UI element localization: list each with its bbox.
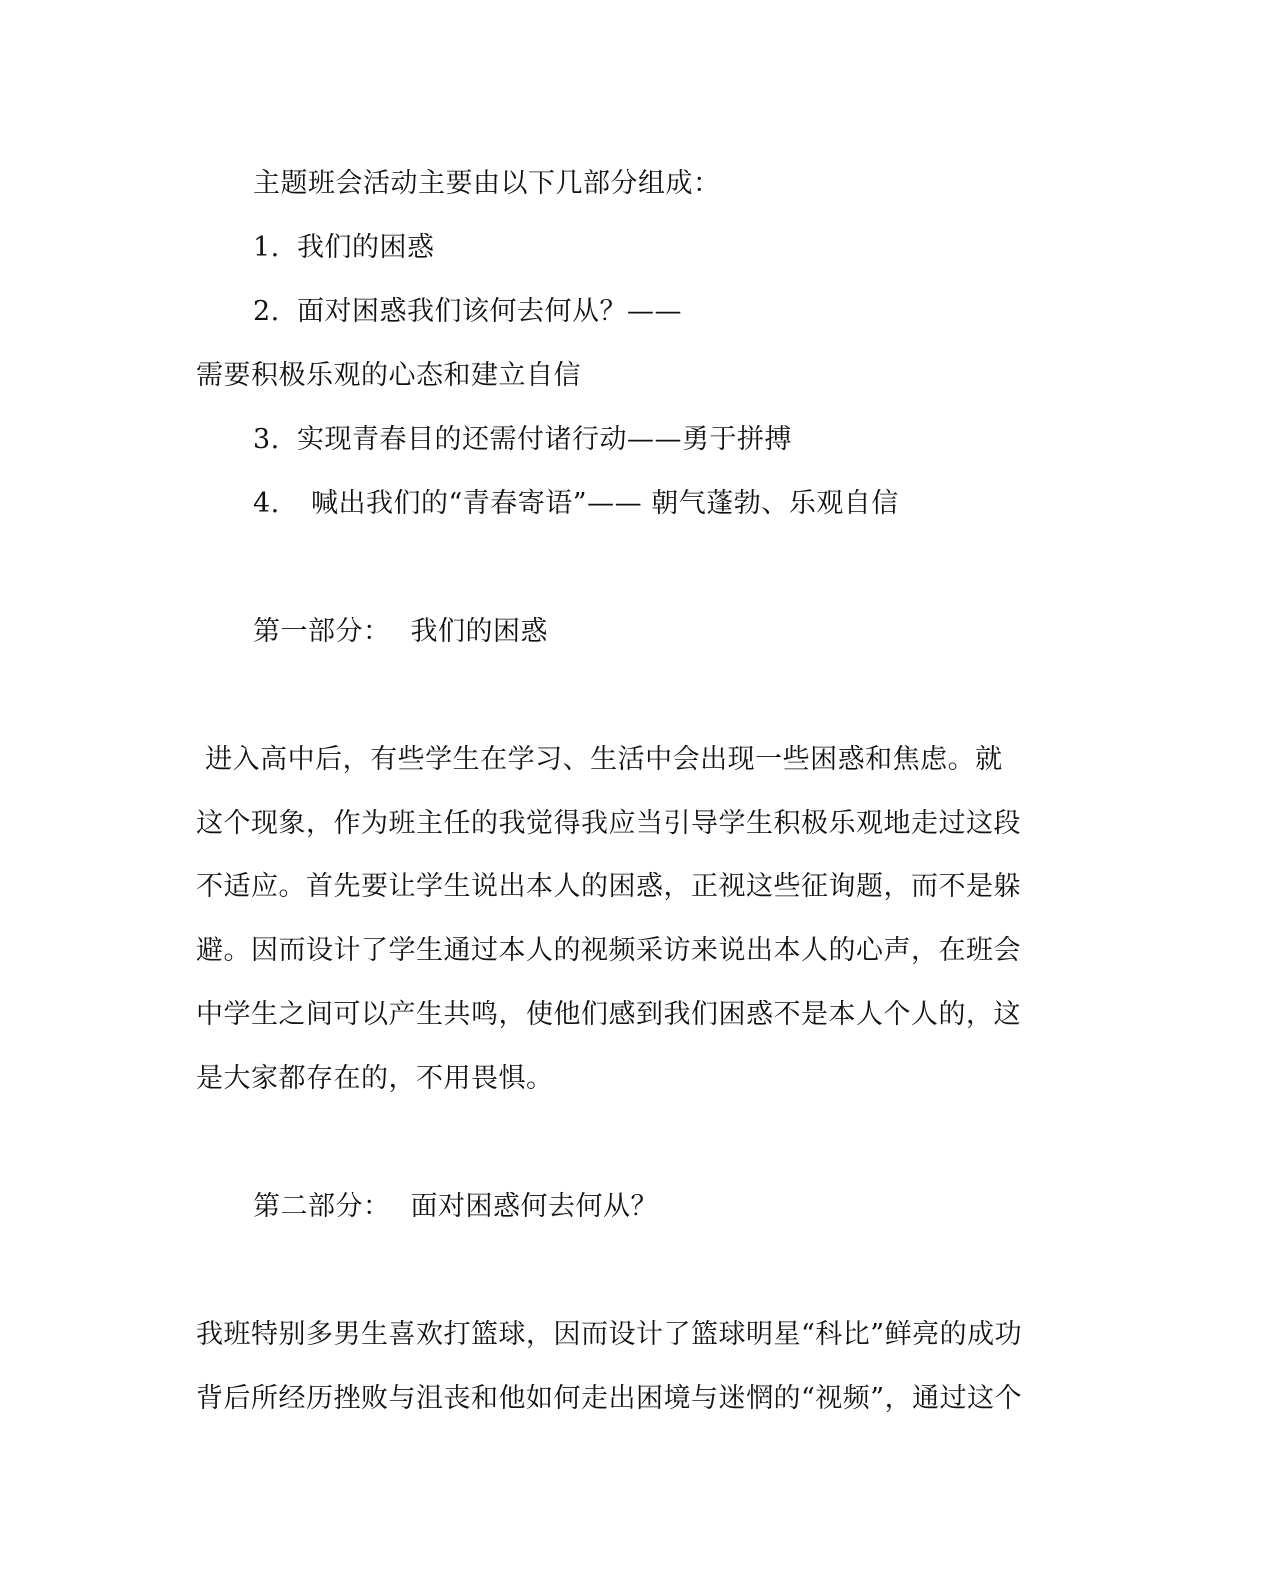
- list-number: 4.: [253, 488, 280, 519]
- section1-paragraph-line: [196, 1063, 554, 1095]
- list-text: 喊出我们的“青春寄语”—— 朝气蓬勃、乐观自信: [311, 488, 899, 519]
- section1-paragraph-line: [196, 935, 1021, 967]
- section2-paragraph-line: [196, 1383, 1022, 1415]
- section1-paragraph-line: [196, 744, 1003, 776]
- list-number: 2.: [253, 296, 280, 327]
- paragraph-text: 避。因而设计了学生通过本人的视频采访来说出本人的心声，在班会: [196, 935, 1021, 966]
- section2-paragraph-line: [196, 1319, 1022, 1351]
- list-text: 需要积极乐观的心态和建立自信: [196, 360, 581, 391]
- section-title: 面对困惑何去何从？: [410, 1191, 658, 1222]
- list-item-1: [253, 232, 435, 264]
- section1-paragraph-line: [196, 999, 1021, 1031]
- section-label: 第二部分：: [253, 1191, 391, 1222]
- paragraph-text: 这个现象，作为班主任的我觉得我应当引导学生积极乐观地走过这段: [196, 808, 1021, 839]
- list-text: 面对困惑我们该何去何从？——: [297, 296, 682, 327]
- paragraph-text: 进入高中后，有些学生在学习、生活中会出现一些困惑和焦虑。就: [196, 744, 1003, 775]
- intro-line: [253, 168, 721, 200]
- list-number: 3.: [253, 424, 280, 455]
- paragraph-text: 我班特别多男生喜欢打篮球，因而设计了篮球明星“科比”鲜亮的成功: [196, 1319, 1023, 1350]
- list-text: 实现青春目的还需付诸行动——勇于拼搏: [297, 424, 792, 455]
- section-title: 我们的困惑: [410, 616, 548, 647]
- section-label: 第一部分：: [253, 616, 391, 647]
- section1-paragraph-line: [196, 871, 1021, 903]
- section1-heading: [253, 616, 548, 648]
- list-item-2: [253, 296, 682, 328]
- list-item-4: [253, 488, 899, 520]
- list-item-3: [253, 424, 792, 456]
- intro-text: 主题班会活动主要由以下几部分组成：: [253, 168, 721, 199]
- paragraph-text: 背后所经历挫败与沮丧和他如何走出困境与迷惘的“视频”，通过这个: [196, 1383, 1023, 1414]
- paragraph-text: 是大家都存在的，不用畏惧。: [196, 1063, 554, 1094]
- section2-heading: [253, 1191, 658, 1223]
- paragraph-text: 不适应。首先要让学生说出本人的困惑，正视这些征询题，而不是躲: [196, 871, 1021, 902]
- list-text: 我们的困惑: [297, 232, 435, 263]
- paragraph-text: 中学生之间可以产生共鸣，使他们感到我们困惑不是本人个人的，这: [196, 999, 1021, 1030]
- list-item-2-continuation: [196, 360, 581, 392]
- list-number: 1.: [253, 232, 280, 263]
- section1-paragraph-line: [196, 808, 1021, 840]
